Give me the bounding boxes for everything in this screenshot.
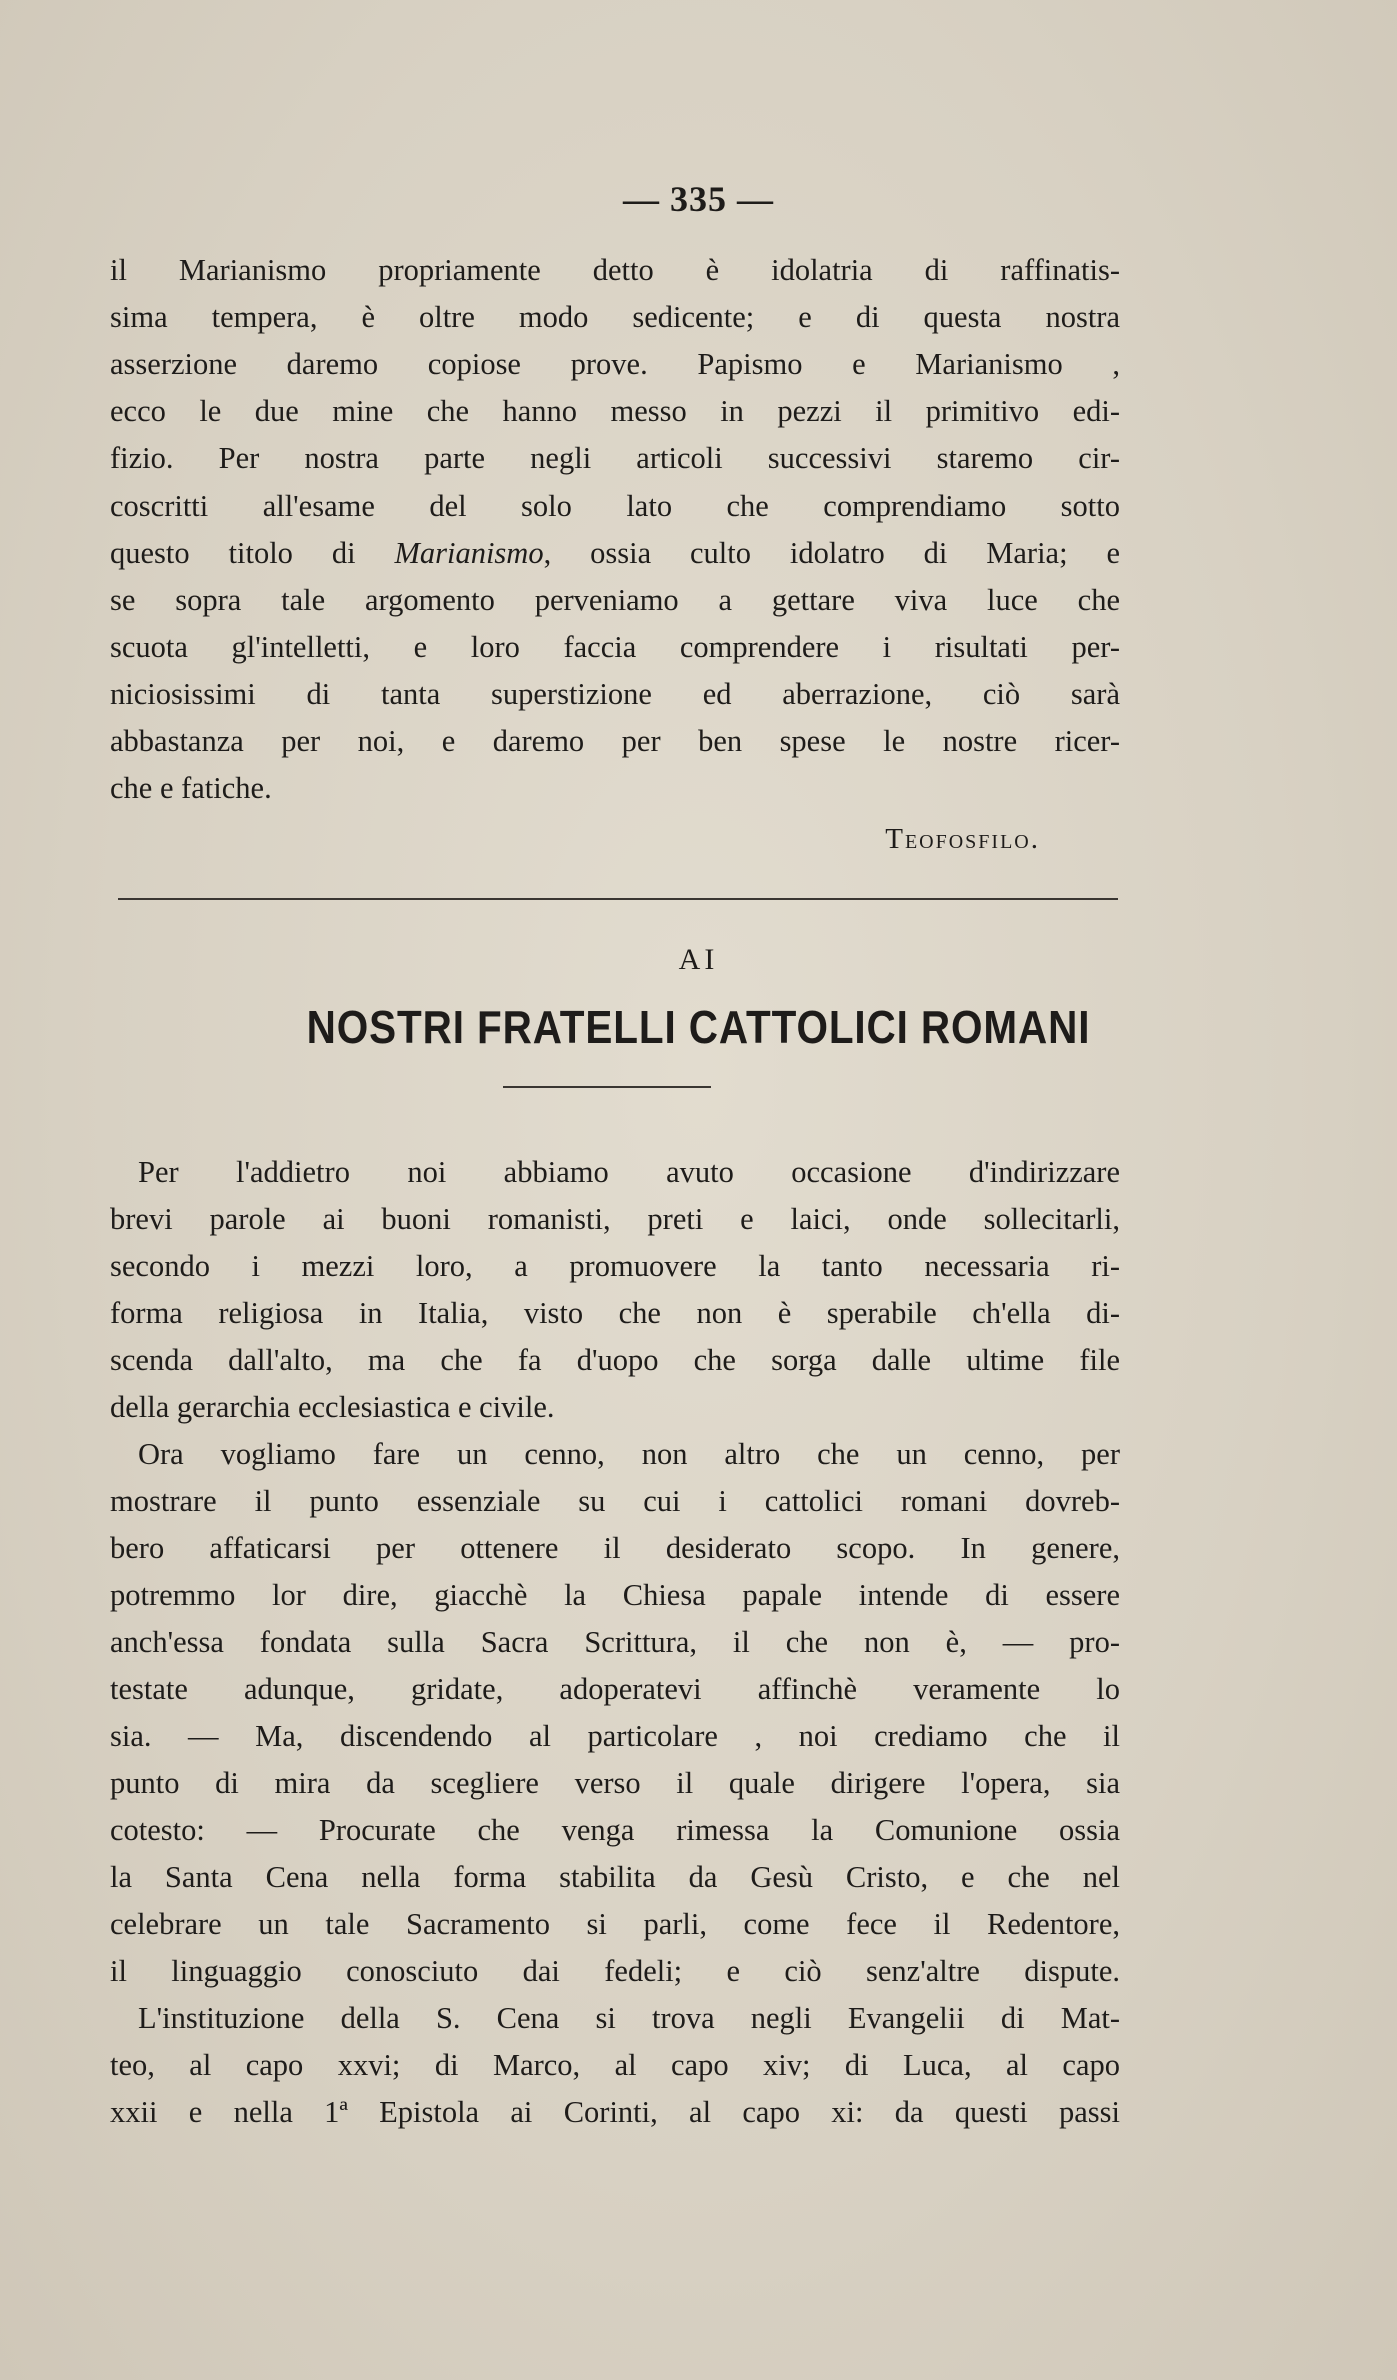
text-line: se sopra tale argomento perveniamo a gettare viva luce che (110, 583, 1120, 617)
text-line: mostrare il punto essenziale su cui i cattolici romani dovreb- (110, 1484, 1120, 1518)
text-line: cotesto: — Procurate che venga rimessa la Comunione ossia (110, 1813, 1120, 1847)
text-line: forma religiosa in Italia, visto che non è sperabile ch'ella di- (110, 1296, 1120, 1330)
text-line: brevi parole ai buoni romanisti, preti e laici, onde sollecitarli, (110, 1202, 1120, 1236)
text-line: asserzione daremo copiose prove. Papismo e Marianismo , (110, 347, 1120, 381)
text-line: bero affaticarsi per ottenere il desiderato scopo. In genere, (110, 1531, 1120, 1565)
article-title: NOSTRI FRATELLI CATTOLICI ROMANI (306, 1001, 1091, 1053)
text-fragment: questo titolo di (110, 536, 356, 570)
text-line: la Santa Cena nella forma stabilita da Gesù Cristo, e che nel (110, 1860, 1120, 1894)
title-underline (503, 1086, 711, 1088)
heading-prefix: AI (678, 943, 719, 976)
text-line: coscritti all'esame del solo lato che comprendiamo sotto (110, 489, 1120, 523)
text-line: testate adunque, gridate, adoperatevi affinchè veramente lo (110, 1672, 1120, 1706)
text-line: scuota gl'intelletti, e loro faccia comprendere i risultati per- (110, 630, 1120, 664)
text-line: celebrare un tale Sacramento si parli, come fece il Redentore, (110, 1907, 1120, 1941)
page-number: — 335 — (623, 179, 774, 219)
text-line: anch'essa fondata sulla Sacra Scrittura, il che non è, — pro- (110, 1625, 1120, 1659)
text-line: teo, al capo xxvi; di Marco, al capo xiv; di Luca, al capo (110, 2048, 1120, 2082)
author-signature: Teofosfilo. (885, 823, 1040, 855)
text-line: scenda dall'alto, ma che fa d'uopo che sorga dalle ultime file (110, 1343, 1120, 1377)
text-line: L'instituzione della S. Cena si trova negli Evangelii di Mat- (138, 2001, 1120, 2035)
text-line: ecco le due mine che hanno messo in pezzi il primitivo edi- (110, 394, 1120, 428)
text-line: il Marianismo propriamente detto è idolatria di raffinatis- (110, 253, 1120, 287)
text-line (110, 533, 1120, 573)
text-line: Ora vogliamo fare un cenno, non altro che un cenno, per (138, 1437, 1120, 1471)
text-fragment: , ossia culto idolatro di Maria; e (543, 536, 1120, 570)
text-line: potremmo lor dire, giacchè la Chiesa papale intende di essere (110, 1578, 1120, 1612)
italic-term: Marianismo (394, 536, 544, 570)
text-line: secondo i mezzi loro, a promuovere la tanto necessaria ri- (110, 1249, 1120, 1283)
text-line: abbastanza per noi, e daremo per ben spese le nostre ricer- (110, 724, 1120, 758)
text-line: sima tempera, è oltre modo sedicente; e di questa nostra (110, 300, 1120, 334)
text-line: sia. — Ma, discendendo al particolare , noi crediamo che il (110, 1719, 1120, 1753)
text-line: xxii e nella 1ª Epistola ai Corinti, al capo xi: da questi passi (110, 2095, 1120, 2129)
text-line: niciosissimi di tanta superstizione ed aberrazione, ciò sarà (110, 677, 1120, 711)
text-line: punto di mira da scegliere verso il quale dirigere l'opera, sia (110, 1766, 1120, 1800)
text-line: il linguaggio conosciuto dai fedeli; e ciò senz'altre dispute. (110, 1954, 1120, 1988)
section-divider (118, 898, 1118, 900)
text-line: che e fatiche. (110, 771, 272, 805)
text-line: fizio. Per nostra parte negli articoli successivi staremo cir- (110, 441, 1120, 475)
text-line: Per l'addietro noi abbiamo avuto occasione d'indirizzare (138, 1155, 1120, 1189)
text-line: della gerarchia ecclesiastica e civile. (110, 1390, 555, 1424)
